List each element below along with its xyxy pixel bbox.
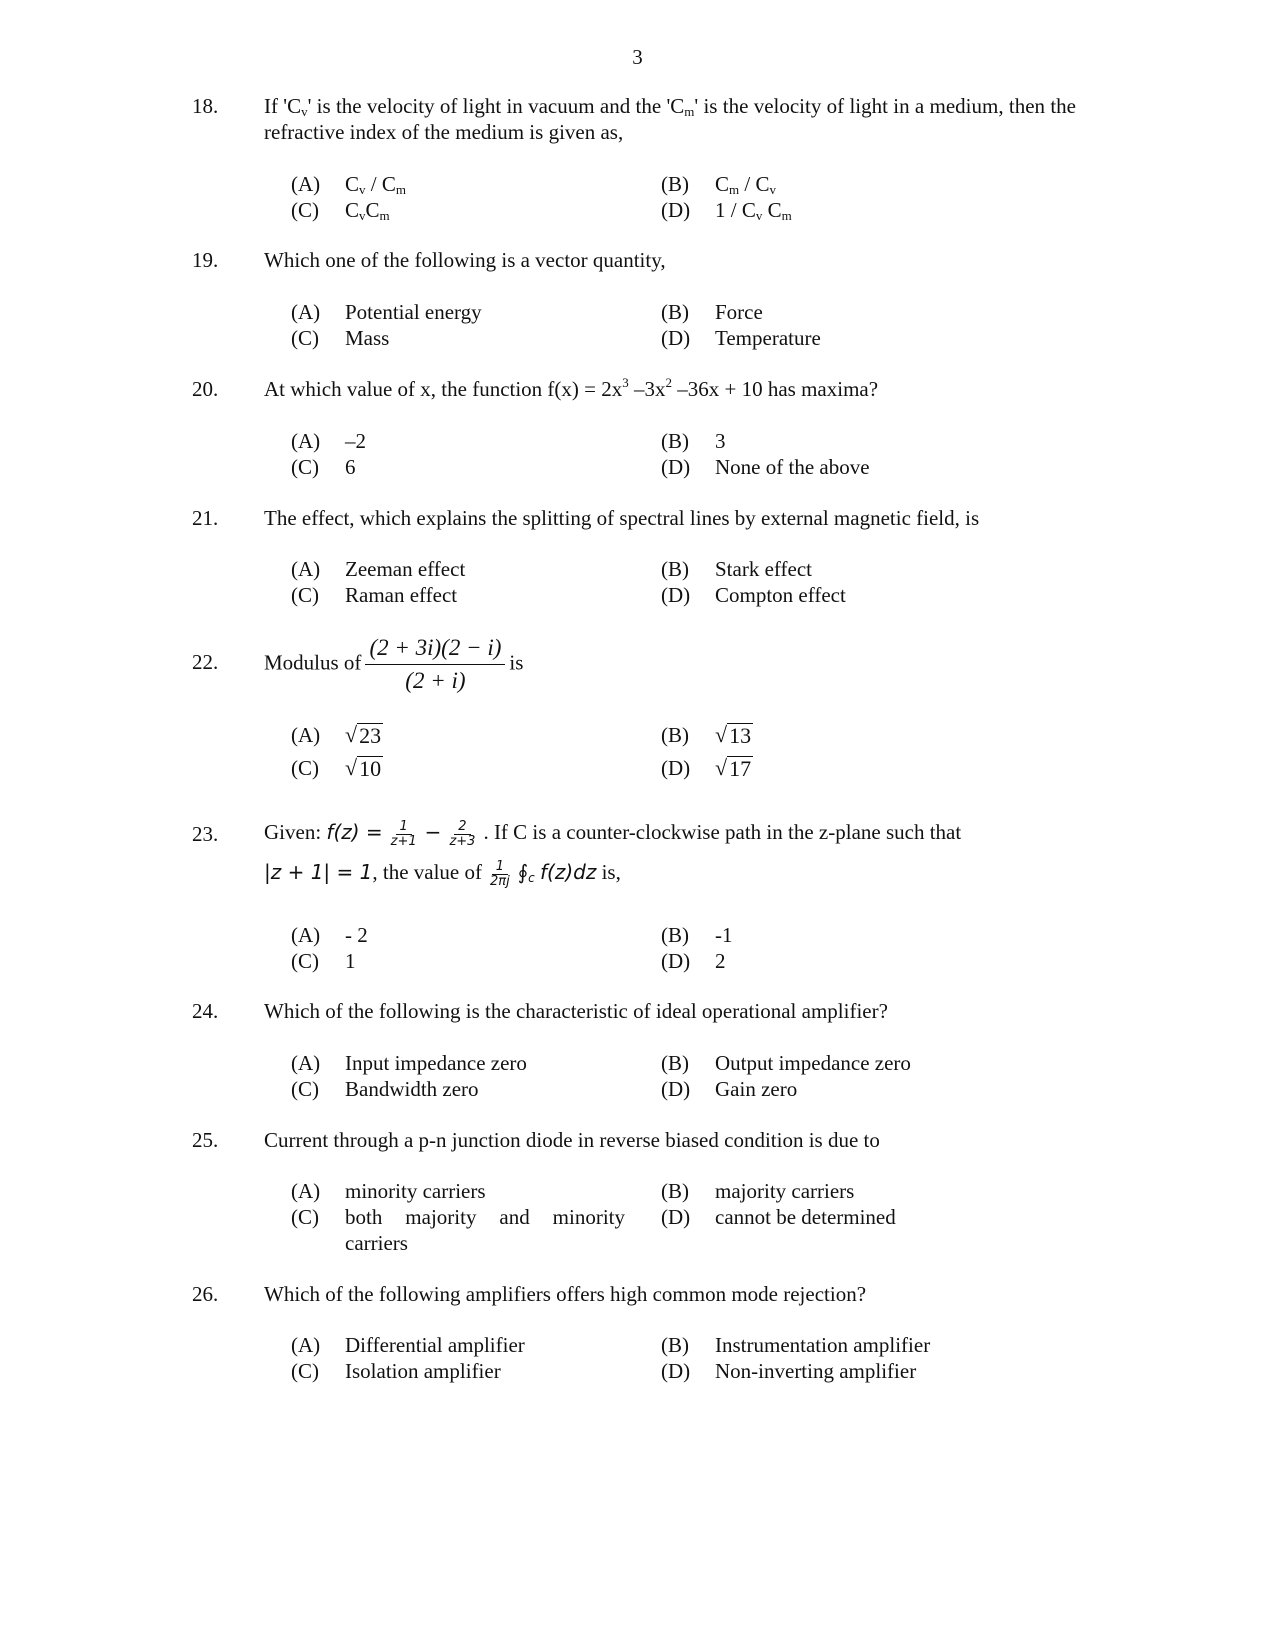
question-26 bbox=[192, 1281, 1076, 1307]
question-text: Which of the following amplifiers offers high common mode rejection? bbox=[264, 1282, 867, 1306]
option-b: (B) Output impedance zero bbox=[661, 1051, 911, 1075]
question-19 bbox=[192, 247, 1076, 273]
option-d: (D) cannot be determined bbox=[661, 1205, 896, 1229]
option-d: (D) √ 17 bbox=[661, 755, 752, 781]
option-b: (B) Stark effect bbox=[661, 557, 812, 581]
sqrt-expression: √ 13 bbox=[715, 722, 752, 748]
option-b: (B) √ 13 bbox=[661, 722, 752, 748]
sqrt-expression: √ 10 bbox=[345, 755, 382, 781]
option-a: (A) Differential amplifier bbox=[291, 1333, 525, 1357]
option-a: (A) –2 bbox=[291, 429, 366, 453]
option-b: (B) majority carriers bbox=[661, 1179, 855, 1203]
page-number: 3 bbox=[632, 45, 643, 69]
question-text: The effect, which explains the splitting of spectral lines by external magnetic field, is bbox=[264, 506, 980, 530]
option-c: (C) Raman effect bbox=[291, 583, 458, 607]
option-b: (B) Force bbox=[661, 300, 763, 324]
question-number: 19. bbox=[192, 248, 219, 272]
option-a: (A) Potential energy bbox=[291, 300, 482, 324]
option-a: (A) Input impedance zero bbox=[291, 1051, 527, 1075]
option-d: (D) Temperature bbox=[661, 326, 821, 350]
question-24 bbox=[192, 998, 1076, 1024]
question-text: Which one of the following is a vector quantity, bbox=[264, 248, 666, 272]
question-text: At which value of x, the function $f(x) = 2x^3$ $-3x^2$ –36x + 10 has maxima? bbox=[264, 375, 879, 401]
option-d: (D) 2 bbox=[661, 949, 726, 973]
option-d: (D) Non-inverting amplifier bbox=[661, 1359, 917, 1383]
question-text: Current through a p-n junction diode in reverse biased condition is due to bbox=[264, 1128, 880, 1152]
question-number: 26. bbox=[192, 1282, 219, 1306]
question-number: 23. bbox=[192, 822, 219, 846]
contour-integral-symbol: ∮ bbox=[517, 860, 529, 884]
option-c: (C) √ 10 bbox=[291, 755, 382, 781]
modulus-fraction: $\frac{(2 + 3i)(2 - i)}{(2 + i)}$ bbox=[365, 632, 505, 697]
question-number: 21. bbox=[192, 506, 219, 530]
question-number: 22. bbox=[192, 650, 219, 674]
option-c: (C) 6 bbox=[291, 455, 356, 479]
option-d: (D) Gain zero bbox=[661, 1077, 798, 1101]
question-number: 25. bbox=[192, 1128, 219, 1152]
question-number: 24. bbox=[192, 999, 219, 1023]
option-a: (A) Zeeman effect bbox=[291, 557, 466, 581]
option-b: (B) -1 bbox=[661, 923, 733, 947]
option-d: (D) None of the above bbox=[661, 455, 870, 479]
option-a: (A) - 2 bbox=[291, 923, 368, 947]
sqrt-expression: √ 17 bbox=[715, 755, 752, 781]
option-c: (C) 1 bbox=[291, 949, 356, 973]
question-20 bbox=[192, 376, 1076, 402]
question-text: Given: f(z) = $\frac{1}{z+1}$ − $\frac{2}{z+3}$ . If C is a counter-clockwise path in the z-plane such that |z + 1| = 1, the value of $\frac{1}{2\pi j}$ $∮_c$ f(z)dz is, bbox=[264, 818, 962, 889]
option-d: (D) Compton effect bbox=[661, 583, 846, 607]
question-number: 18. bbox=[192, 94, 219, 118]
option-a: (A) $C_v / C_m$ bbox=[291, 172, 406, 197]
question-25 bbox=[192, 1127, 1076, 1153]
option-c: (C) Isolation amplifier bbox=[291, 1359, 501, 1383]
question-number: 20. bbox=[192, 377, 219, 401]
question-text: Which of the following is the characteristic of ideal operational amplifier? bbox=[264, 999, 888, 1023]
option-b: (B) 3 bbox=[661, 429, 726, 453]
option-b: (B) Instrumentation amplifier bbox=[661, 1333, 931, 1357]
question-18 bbox=[192, 93, 1076, 145]
option-c: (C) $C_vC_m$ bbox=[291, 198, 390, 223]
option-b: (B) $C_m / C_v$ bbox=[661, 172, 776, 197]
question-text: If '$C_v$' is the velocity of light in vacuum and the '$C_m$' is the velocity of light in a medium, then the refractive index of the medium is given as, bbox=[264, 94, 1076, 144]
question-text: Modulus of $\frac{(2 + 3i)(2 - i)}{(2 + i)}$ is bbox=[264, 632, 1076, 697]
option-c: (C) Mass bbox=[291, 326, 390, 350]
question-23 bbox=[192, 812, 1076, 892]
question-21 bbox=[192, 505, 1076, 531]
option-d: (D) $1 / C_v$ $C_m$ bbox=[661, 198, 792, 223]
sqrt-expression: √ 23 bbox=[345, 722, 382, 748]
option-c: (C) Bandwidth zero bbox=[291, 1077, 479, 1101]
option-c: (C) both majority and minority carriers bbox=[291, 1205, 625, 1255]
question-22 bbox=[192, 632, 1076, 697]
option-a: (A) √ 23 bbox=[291, 722, 382, 748]
option-a: (A) minority carriers bbox=[291, 1179, 486, 1203]
